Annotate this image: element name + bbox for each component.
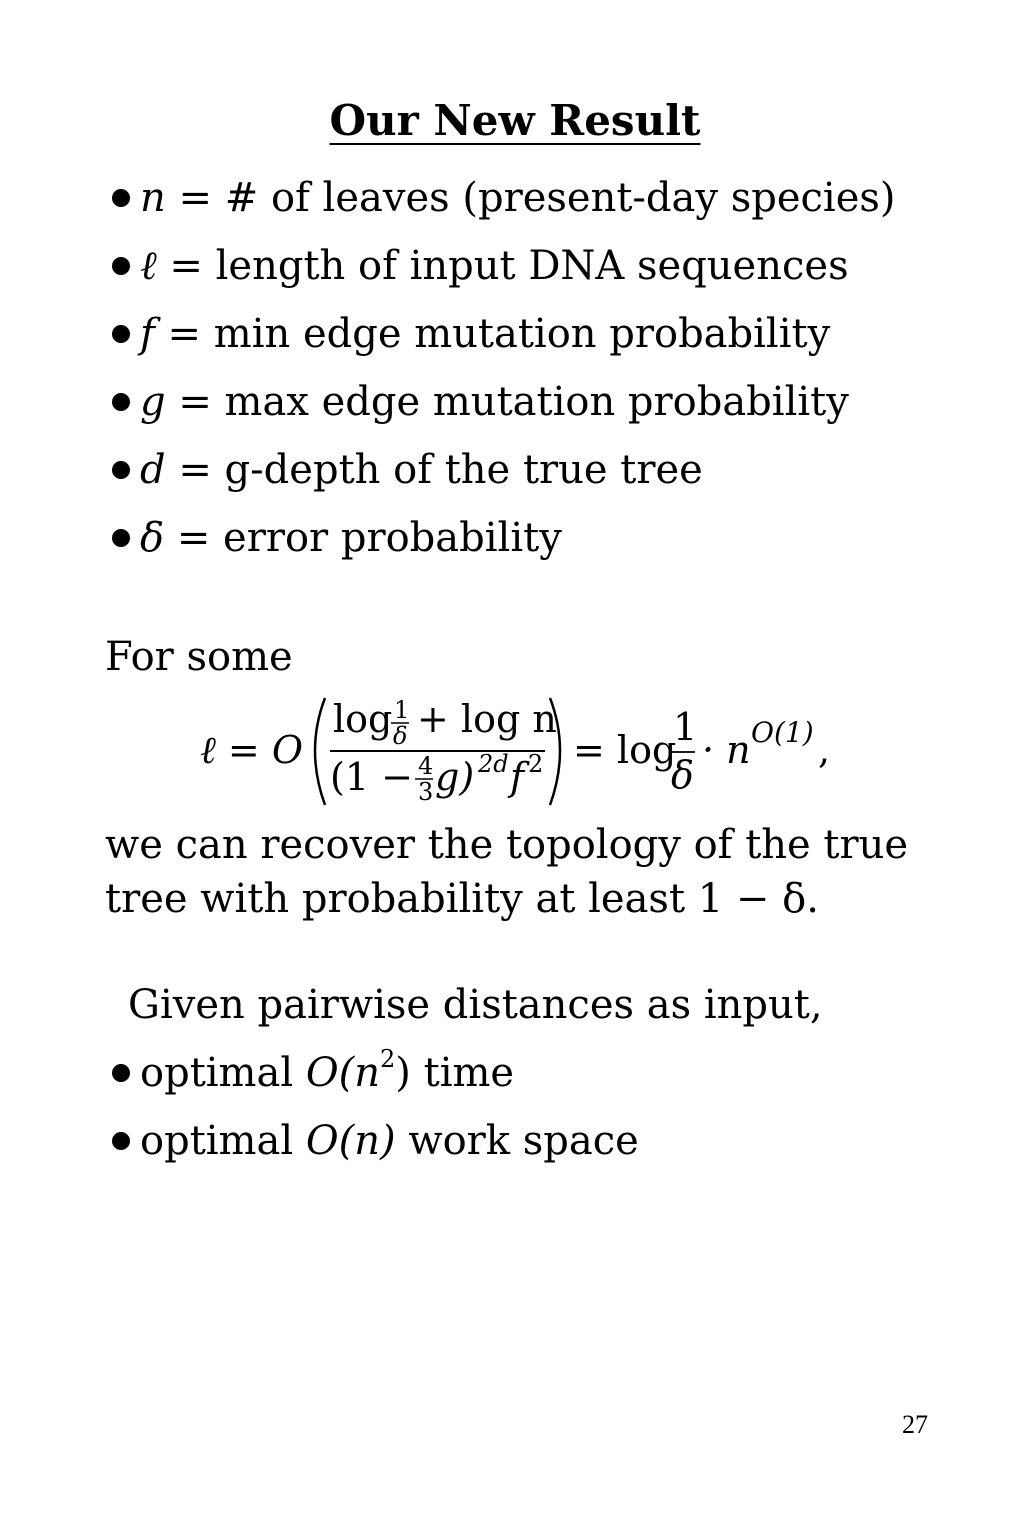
definition-item [112,170,896,238]
numerator-log: log [333,697,393,741]
denominator-g: g) [435,755,475,799]
definition-item [112,238,896,306]
rhs-frac-bottom: δ [671,753,694,797]
denominator-frac-bottom: 3 [418,778,434,806]
left-paren-icon [315,698,325,805]
bullet-icon [112,529,130,547]
definition-symbol: ℓ [140,243,157,289]
denominator-f-exp: 2 [528,750,544,778]
definition-text: = # of leaves (present-day species) [178,175,896,221]
for-some-text: For some [105,634,293,680]
bullet-icon [112,393,130,411]
denominator-exp: 2d [478,750,509,778]
rhs-dot-n: · n [702,728,751,772]
rhs-exponent: O(1) [751,716,814,749]
formula-lhs: ℓ = O [200,728,303,772]
complexity-list [112,1045,639,1181]
complexity-item [112,1045,639,1113]
bullet-icon [112,1132,130,1150]
denominator-f: f [510,755,525,799]
definition-text: = g-depth of the true tree [178,447,703,493]
page-number: 27 [902,1410,928,1439]
bullet-icon [112,189,130,207]
recover-statement: we can recover the topology of the true tree with probability at least 1 − δ. [105,822,909,922]
given-statement: Given pairwise distances as input, [128,982,823,1028]
complexity-item [112,1113,639,1181]
definition-symbol: g [140,379,166,425]
definition-item [112,510,896,578]
definitions-list [112,170,896,578]
rhs-frac-top: 1 [673,705,698,749]
definition-text: = min edge mutation probability [167,311,831,357]
definition-text: = length of input DNA sequences [169,243,849,289]
formula-comma: , [818,728,831,772]
definition-symbol: f [140,311,155,357]
slide-title: Our New Result [329,96,701,145]
bullet-icon [112,257,130,275]
complexity-suffix: work space [408,1118,639,1164]
complexity-prefix: optimal [140,1050,294,1096]
bullet-icon [112,1064,130,1082]
definition-symbol: δ [140,515,165,561]
bullet-icon [112,325,130,343]
complexity-prefix: optimal [140,1118,294,1164]
length-bound-formula [195,690,855,810]
complexity-math: O(n) [305,1118,396,1164]
numerator-rest: + log n [417,697,557,741]
denominator-frac-top: 4 [418,752,434,780]
numerator-frac-top: 1 [394,696,410,724]
bullet-icon [112,461,130,479]
definition-item [112,374,896,442]
definition-symbol: d [140,447,166,493]
numerator-frac-bottom: δ [393,722,408,750]
complexity-suffix: time [423,1050,515,1096]
definition-item [112,442,896,510]
definition-symbol: n [140,175,166,221]
definition-text: = max edge mutation probability [178,379,849,425]
denominator-start: (1 − [330,755,413,799]
complexity-math: O(n [305,1050,381,1096]
complexity-close: ) [395,1050,411,1096]
complexity-exponent: 2 [380,1044,396,1073]
definition-text: = error probability [176,515,562,561]
definition-item [112,306,896,374]
equals-log: = log [573,728,677,772]
